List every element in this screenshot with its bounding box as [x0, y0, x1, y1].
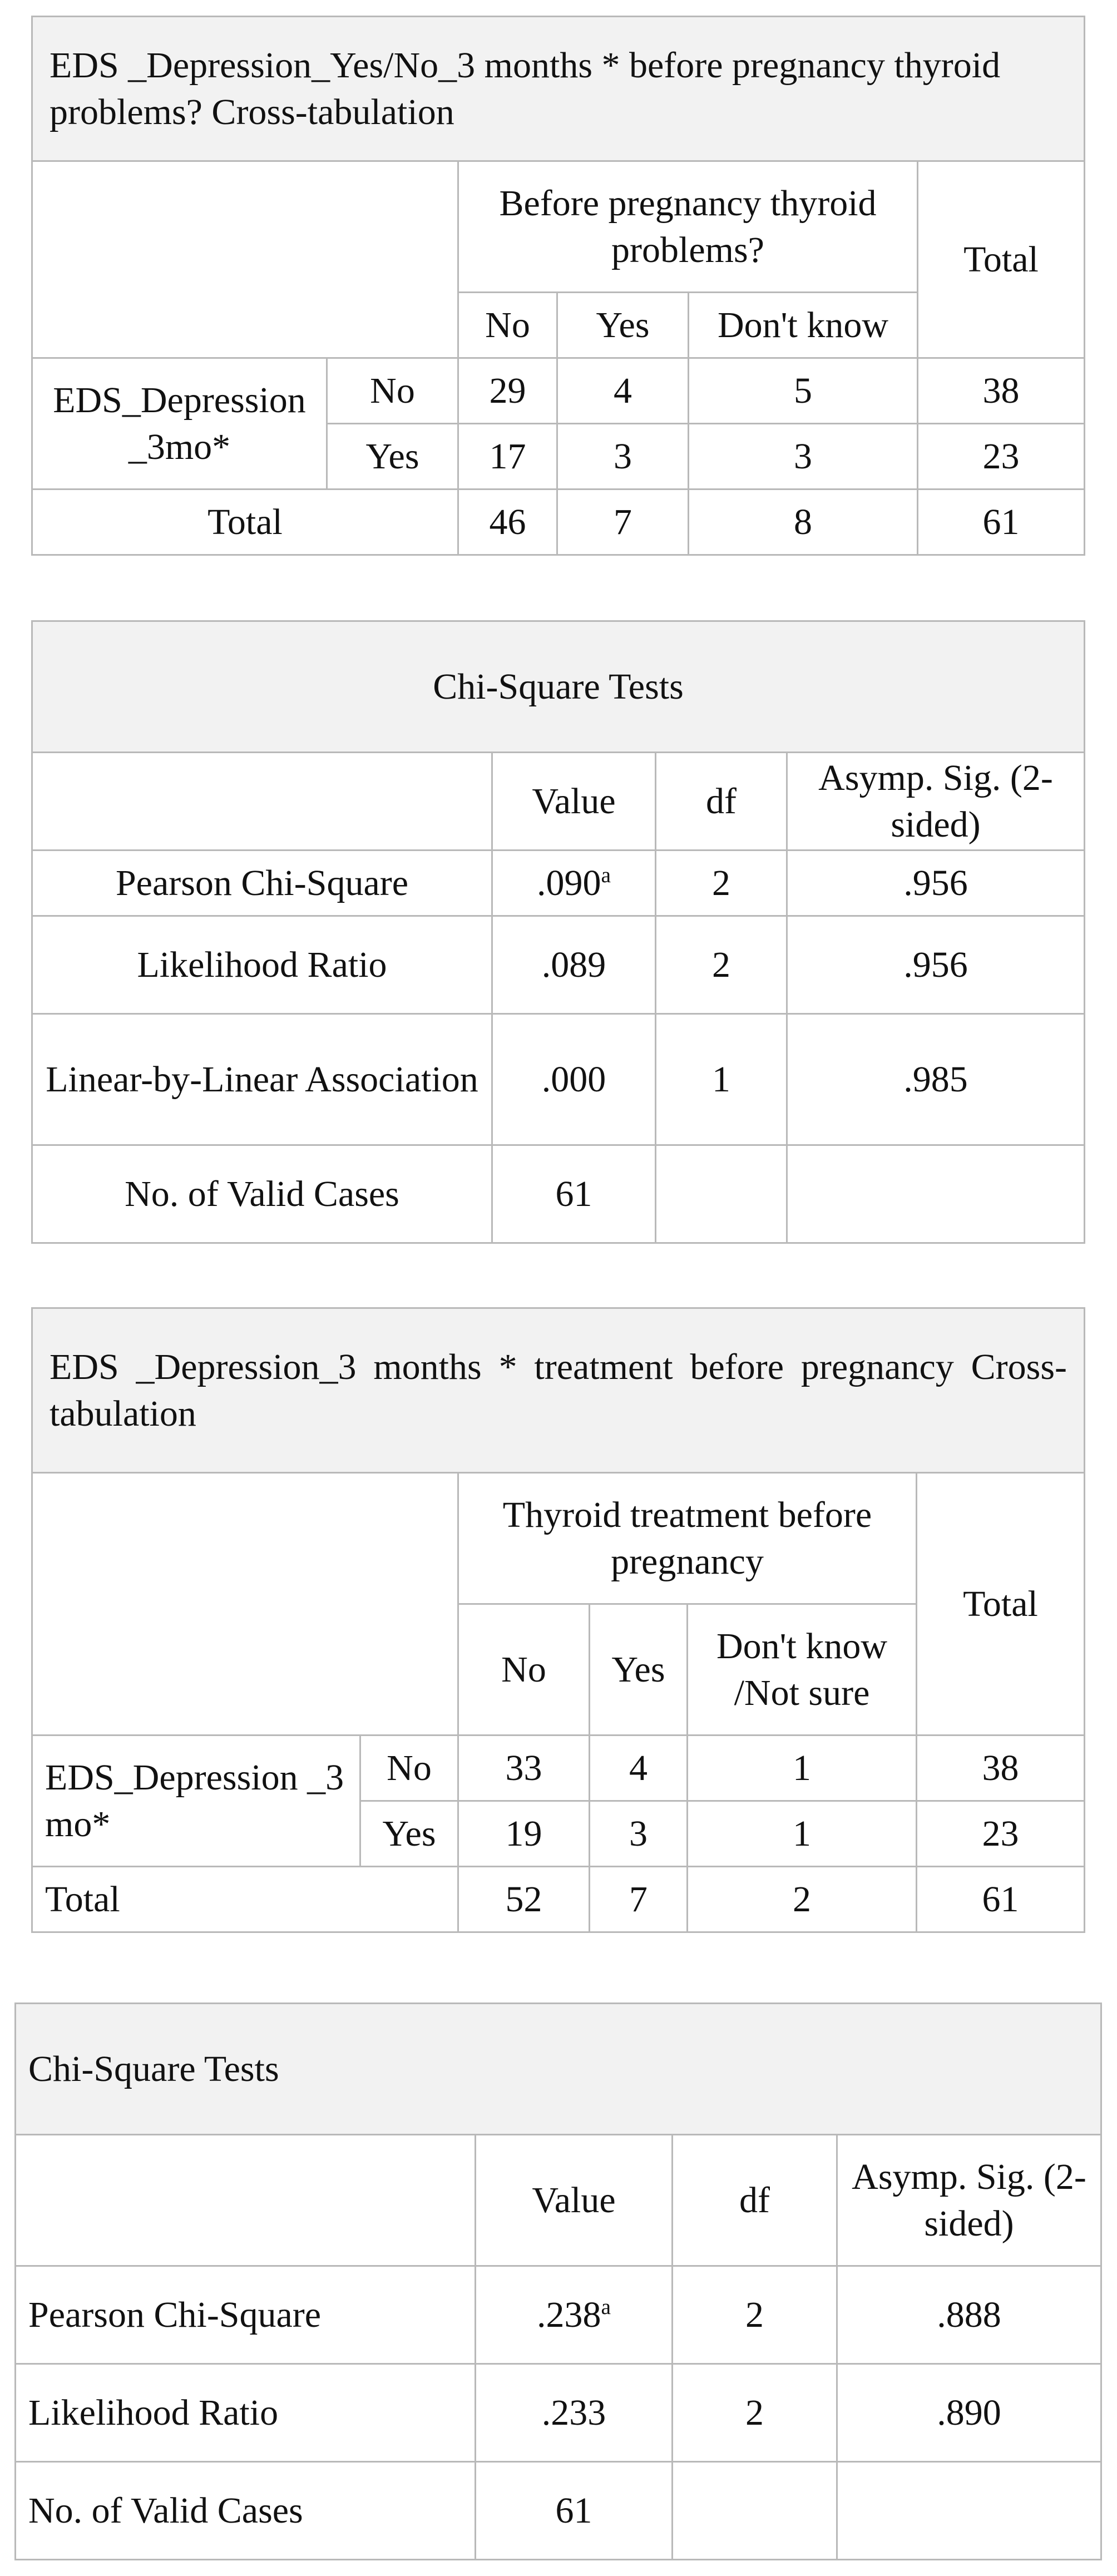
table-cell: 1: [688, 1801, 917, 1867]
table-cell: .090$^a$: [492, 851, 656, 916]
table-cell: 5: [689, 358, 918, 424]
table-caption: Chi-Square Tests: [16, 2004, 1101, 2135]
table-cell: .000: [492, 1014, 656, 1145]
column-header: No: [458, 1604, 590, 1736]
row-label: Yes: [360, 1801, 458, 1867]
column-header: Value: [492, 753, 656, 851]
row-label: Likelihood Ratio: [16, 2364, 476, 2462]
table-cell: 4: [590, 1736, 688, 1801]
table-cell: [656, 1145, 787, 1243]
table-cell-total: 61: [917, 1867, 1085, 1932]
table-cell: 3: [557, 424, 689, 490]
row-label: Pearson Chi-Square: [16, 2266, 476, 2364]
corner-cell: [32, 753, 492, 851]
footnote-marker: a: [601, 2294, 611, 2319]
total-row-label: Total: [32, 1867, 458, 1932]
table-cell-total: 61: [918, 490, 1085, 555]
chi-square-tests-1: [31, 620, 1085, 1244]
table-cell: 2: [656, 851, 787, 916]
table-cell: .956: [787, 851, 1085, 916]
row-label: Yes: [327, 424, 458, 490]
column-header: No: [458, 293, 557, 358]
column-header: Don't know /Not sure: [688, 1604, 917, 1736]
row-group-label: EDS_Depression _3mo*: [32, 358, 327, 490]
table-cell: .985: [787, 1014, 1085, 1145]
total-row-label: Total: [32, 490, 458, 555]
table-cell: [673, 2462, 837, 2560]
table-cell: 3: [689, 424, 918, 490]
table-cell: 29: [458, 358, 557, 424]
table-cell: .888: [837, 2266, 1101, 2364]
table-cell: 61: [476, 2462, 673, 2560]
table-cell: 46: [458, 490, 557, 555]
table-cell: 61: [492, 1145, 656, 1243]
crosstab-thyroid-treatment: [31, 1307, 1085, 1933]
table-cell: 2: [688, 1867, 917, 1932]
column-header: Asymp. Sig. (2-sided): [837, 2135, 1101, 2266]
corner-cell: [32, 161, 458, 358]
table-caption: EDS _Depression_Yes/No_3 months * before pregnancy thyroid problems? Cross-tabulation: [32, 17, 1085, 161]
table-cell: [787, 1145, 1085, 1243]
table-cell: .956: [787, 916, 1085, 1014]
table-cell: 19: [458, 1801, 590, 1867]
column-header: Yes: [557, 293, 689, 358]
table-cell: 3: [590, 1801, 688, 1867]
total-header: Total: [918, 161, 1085, 358]
table-cell-total: 38: [918, 358, 1085, 424]
row-label: No: [360, 1736, 458, 1801]
column-header: Don't know: [689, 293, 918, 358]
row-label: Linear-by-Linear Association: [32, 1014, 492, 1145]
row-group-label: EDS_Depression _3 mo*: [32, 1736, 360, 1867]
group-header: Before pregnancy thyroid problems?: [458, 161, 918, 293]
column-header: Asymp. Sig. (2-sided): [787, 753, 1085, 851]
table-caption: Chi-Square Tests: [32, 621, 1085, 753]
table-cell: 17: [458, 424, 557, 490]
table-cell: 2: [673, 2266, 837, 2364]
table-cell: 4: [557, 358, 689, 424]
table-cell: .890: [837, 2364, 1101, 2462]
table-cell: .089: [492, 916, 656, 1014]
table-cell: 2: [656, 916, 787, 1014]
table-cell: [837, 2462, 1101, 2560]
chi-square-tests-2: [14, 2003, 1102, 2560]
table-cell-total: 23: [918, 424, 1085, 490]
table-cell-total: 38: [917, 1736, 1085, 1801]
row-label: No. of Valid Cases: [32, 1145, 492, 1243]
table-cell: 7: [557, 490, 689, 555]
table-cell: .233: [476, 2364, 673, 2462]
crosstab-thyroid-problems: [31, 16, 1085, 556]
table-cell: 7: [590, 1867, 688, 1932]
corner-cell: [16, 2135, 476, 2266]
column-header: df: [656, 753, 787, 851]
table-cell: 52: [458, 1867, 590, 1932]
table-cell: 8: [689, 490, 918, 555]
column-header: Yes: [590, 1604, 688, 1736]
table-cell: 2: [673, 2364, 837, 2462]
column-header: Value: [476, 2135, 673, 2266]
row-label: Pearson Chi-Square: [32, 851, 492, 916]
total-header: Total: [917, 1473, 1085, 1736]
column-header: df: [673, 2135, 837, 2266]
group-header: Thyroid treatment before pregnancy: [458, 1473, 917, 1604]
row-label: No. of Valid Cases: [16, 2462, 476, 2560]
table-caption: EDS _Depression_3 months * treatment before pregnancy Cross-tabulation: [32, 1308, 1085, 1473]
footnote-marker: a: [601, 862, 611, 887]
table-cell: .238$^a$: [476, 2266, 673, 2364]
table-cell: 1: [688, 1736, 917, 1801]
row-label: No: [327, 358, 458, 424]
table-cell-total: 23: [917, 1801, 1085, 1867]
table-cell: 33: [458, 1736, 590, 1801]
corner-cell: [32, 1473, 458, 1736]
table-cell: 1: [656, 1014, 787, 1145]
row-label: Likelihood Ratio: [32, 916, 492, 1014]
